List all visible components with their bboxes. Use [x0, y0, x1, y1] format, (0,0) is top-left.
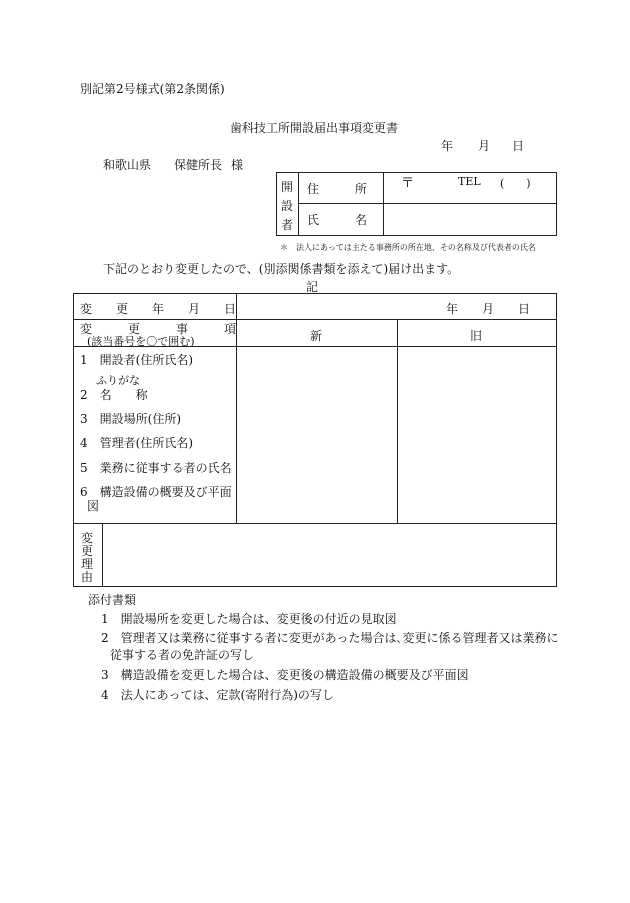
addressee-prefecture: 和歌山県: [103, 158, 152, 172]
reason-char: 更: [81, 544, 94, 558]
form-reference: 別記第2号様式(第2条関係): [80, 82, 225, 96]
statement: 下記のとおり変更したので、(別添関係書類を添えて)届け出ます。: [103, 262, 460, 276]
table-col-divider: [236, 293, 237, 523]
addressee-honorific: 様: [231, 158, 244, 172]
item-workers: 5 業務に従事する者の氏名: [80, 461, 232, 475]
document-title: 歯科技工所開設届出事項変更書: [230, 121, 399, 135]
applicant-char: 設: [281, 199, 294, 213]
item-furigana: ふりがな: [96, 374, 140, 387]
addressee-office: 保健所長: [174, 158, 223, 172]
postal-mark: 〒: [401, 176, 415, 191]
date-day: 日: [512, 139, 525, 153]
item-facilities-cont: 図: [87, 499, 100, 513]
ki-label: 記: [306, 280, 319, 294]
reason-char: 変: [81, 531, 94, 545]
table-col-divider: [102, 523, 103, 587]
attachment-item: 3 構造設備を変更した場合は、変更後の構造設備の概要及び平面図: [101, 668, 469, 682]
item-manager: 4 管理者(住所氏名): [80, 436, 193, 450]
attachment-item: 2 管理者又は業務に従事する者に変更があった場合は､変更に係る管理者又は業務に: [101, 631, 559, 645]
applicant-char: 者: [281, 218, 294, 232]
reason-char: 理: [81, 557, 94, 571]
table-col-divider: [397, 319, 398, 523]
item-name: 2 名 称: [80, 388, 148, 402]
attachment-item: 4 法人にあっては、定款(寄附行為)の写し: [101, 688, 334, 702]
tel-label: TEL: [458, 175, 481, 188]
reason-char: 由: [81, 570, 94, 584]
applicant-divider: [383, 172, 384, 236]
attachment-item: 1 開設場所を変更した場合は、変更後の付近の見取図: [101, 612, 397, 626]
attachment-item-cont: 従事する者の免許証の写し: [110, 648, 255, 662]
attachments-heading: 添付書類: [88, 593, 137, 607]
applicant-row-divider: [298, 203, 557, 204]
items-header-note: (該当番号を〇で囲む): [87, 335, 195, 348]
tel-paren: ( ): [500, 177, 531, 190]
item-applicant: 1 開設者(住所氏名): [80, 353, 193, 367]
date-month: 月: [478, 139, 491, 153]
change-date-label: 変 更 年 月 日: [80, 302, 237, 316]
item-facilities: 6 構造設備の概要及び平面: [80, 485, 232, 499]
applicant-char: 開: [281, 180, 294, 194]
old-header: 旧: [470, 329, 483, 343]
applicant-divider: [298, 172, 299, 236]
items-header: 変 更 事 項: [80, 322, 237, 336]
applicant-note: ＊ 法人にあっては主たる事務所の所在地、その名称及び代表者の氏名: [280, 243, 536, 252]
name-label: 氏 名: [307, 213, 368, 227]
address-label: 住 所: [307, 182, 368, 196]
change-date-value: 年 月 日: [446, 302, 531, 316]
date-year: 年: [441, 139, 454, 153]
table-row-divider: [73, 523, 557, 524]
item-location: 3 開設場所(住所): [80, 412, 181, 426]
new-header: 新: [310, 329, 323, 343]
